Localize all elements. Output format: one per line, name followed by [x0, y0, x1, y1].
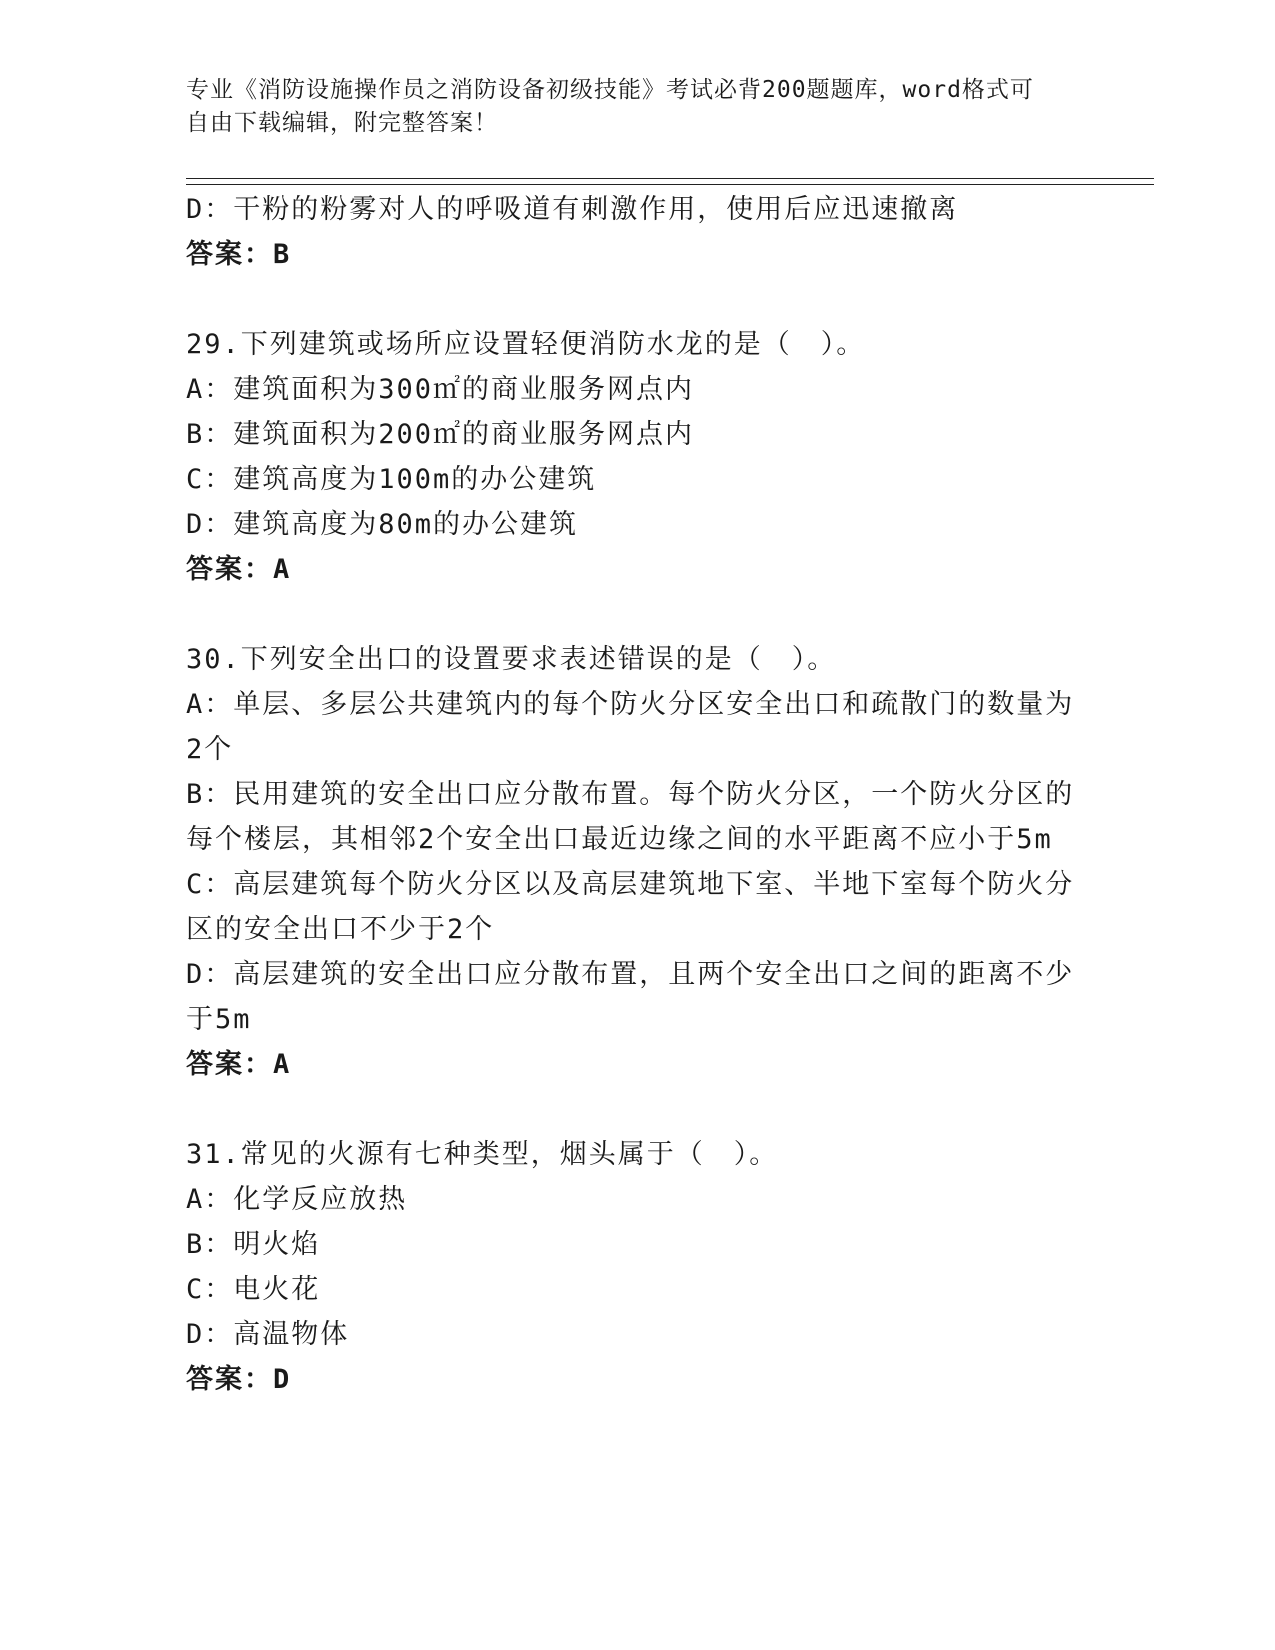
question-30 [186, 637, 1086, 1087]
option-c: C：高层建筑每个防火分区以及高层建筑地下室、半地下室每个防火分 [186, 869, 1075, 900]
option-d-continued: 于5m [186, 1004, 252, 1035]
option-d: D：高层建筑的安全出口应分散布置，且两个安全出口之间的距离不少 [186, 959, 1075, 990]
question-list [186, 187, 1086, 1402]
option-d: D：建筑高度为80m的办公建筑 [186, 509, 579, 540]
question-text: 29.下列建筑或场所应设置轻便消防水龙的是（ ）。 [186, 329, 866, 360]
answer-line: 答案：A [186, 1049, 292, 1080]
spacer [186, 1087, 1086, 1132]
answer-line: 答案：D [186, 1364, 292, 1395]
spacer [186, 592, 1086, 637]
question-text: 31.常见的火源有七种类型，烟头属于（ ）。 [186, 1139, 779, 1170]
answer-line: 答案：A [186, 554, 292, 585]
header-line-1: 专业《消防设施操作员之消防设备初级技能》考试必背200题题库，word格式可 [186, 77, 1034, 103]
header-line-2: 自由下载编辑，附完整答案！ [186, 110, 498, 136]
question-31 [186, 1132, 1086, 1402]
option-b: B：建筑面积为200㎡的商业服务网点内 [186, 419, 695, 450]
option-a: A：化学反应放热 [186, 1184, 408, 1215]
option-d: D：高温物体 [186, 1319, 350, 1350]
option-c-continued: 区的安全出口不少于2个 [186, 914, 495, 945]
option-a: A：建筑面积为300㎡的商业服务网点内 [186, 374, 695, 405]
question-text: 30.下列安全出口的设置要求表述错误的是（ ）。 [186, 644, 837, 675]
option-b: B：民用建筑的安全出口应分散布置。每个防火分区，一个防火分区的 [186, 779, 1075, 810]
page-header [186, 74, 1066, 140]
option-a-continued: 2个 [186, 734, 234, 765]
question-29 [186, 322, 1086, 592]
option-b-continued: 每个楼层，其相邻2个安全出口最近边缘之间的水平距离不应小于5m [186, 824, 1053, 855]
option-b: B：明火焰 [186, 1229, 321, 1260]
option-c: C：建筑高度为100m的办公建筑 [186, 464, 597, 495]
option-d: D：干粉的粉雾对人的呼吸道有刺激作用，使用后应迅速撤离 [186, 194, 959, 225]
spacer [186, 277, 1086, 322]
header-divider [186, 178, 1154, 185]
option-c: C：电火花 [186, 1274, 321, 1305]
question-28-tail [186, 187, 1086, 277]
option-a: A：单层、多层公共建筑内的每个防火分区安全出口和疏散门的数量为 [186, 689, 1075, 720]
answer-line: 答案：B [186, 239, 292, 270]
